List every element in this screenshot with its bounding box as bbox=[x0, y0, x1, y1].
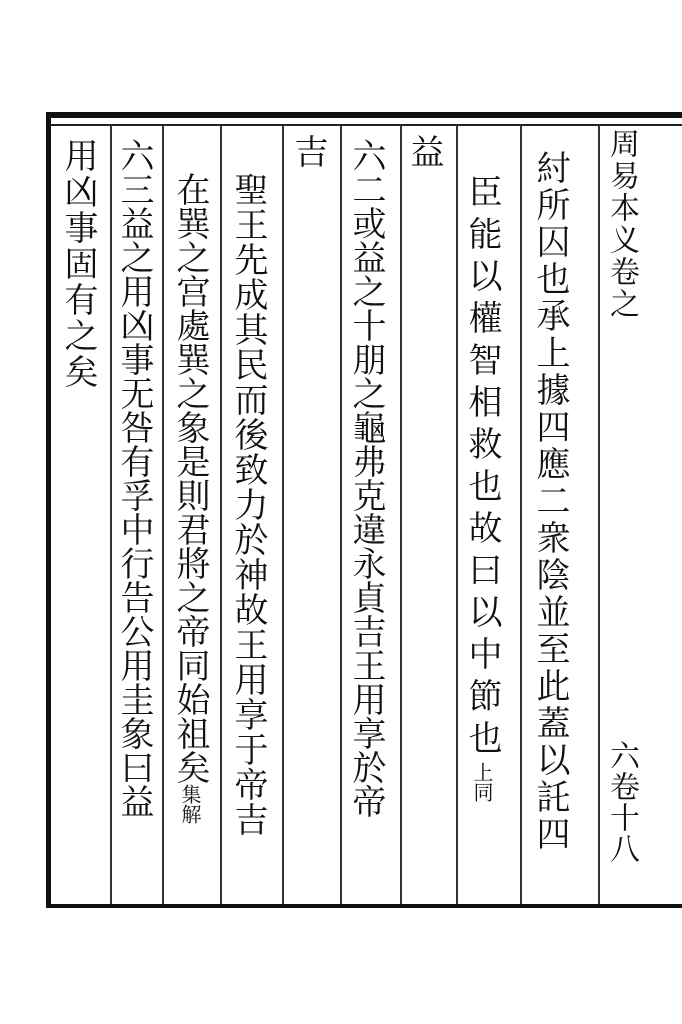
header-folio: 六卷十八 bbox=[604, 740, 639, 864]
text-column-2-note: 上同 bbox=[470, 762, 494, 802]
column-rule bbox=[110, 126, 112, 904]
text-column-5: 吉 bbox=[288, 134, 328, 172]
column-rule bbox=[220, 126, 222, 904]
column-rule bbox=[282, 126, 284, 904]
frame-left-rule bbox=[46, 112, 51, 908]
header-title: 周易本义卷之 bbox=[604, 128, 639, 320]
text-column-8: 六三益之用凶事无咎有孚中行告公用圭象曰益 bbox=[114, 138, 154, 818]
column-rule bbox=[456, 126, 458, 904]
text-column-4: 六二或益之十朋之龜弗克違永貞吉王用享於帝 bbox=[346, 138, 386, 818]
text-column-7-note: 集解 bbox=[178, 784, 202, 824]
text-column-7-main: 在巽之宫處巽之象是則君將之帝同始祖矣 bbox=[170, 172, 210, 784]
section-heading: 益 bbox=[404, 134, 444, 172]
text-column-6: 聖王先成其民而後致力於神故王用享于帝吉 bbox=[228, 172, 268, 837]
frame-top-rule bbox=[46, 112, 682, 118]
column-rule bbox=[400, 126, 402, 904]
column-rule bbox=[162, 126, 164, 904]
column-rule bbox=[340, 126, 342, 904]
text-column-2 bbox=[462, 174, 502, 802]
text-column-9: 用凶事固有之矣 bbox=[58, 138, 98, 390]
text-column-7 bbox=[170, 172, 210, 824]
column-rule bbox=[598, 126, 600, 904]
frame-bottom-rule bbox=[46, 904, 682, 908]
text-column-2-main: 臣能以權智相救也故曰以中節也 bbox=[462, 174, 502, 762]
column-rule bbox=[520, 126, 522, 904]
text-column-1: 紂所囚也承上據四應二衆陰並至此蓋以託四 bbox=[530, 150, 570, 853]
frame-top-inner-rule bbox=[50, 124, 682, 126]
